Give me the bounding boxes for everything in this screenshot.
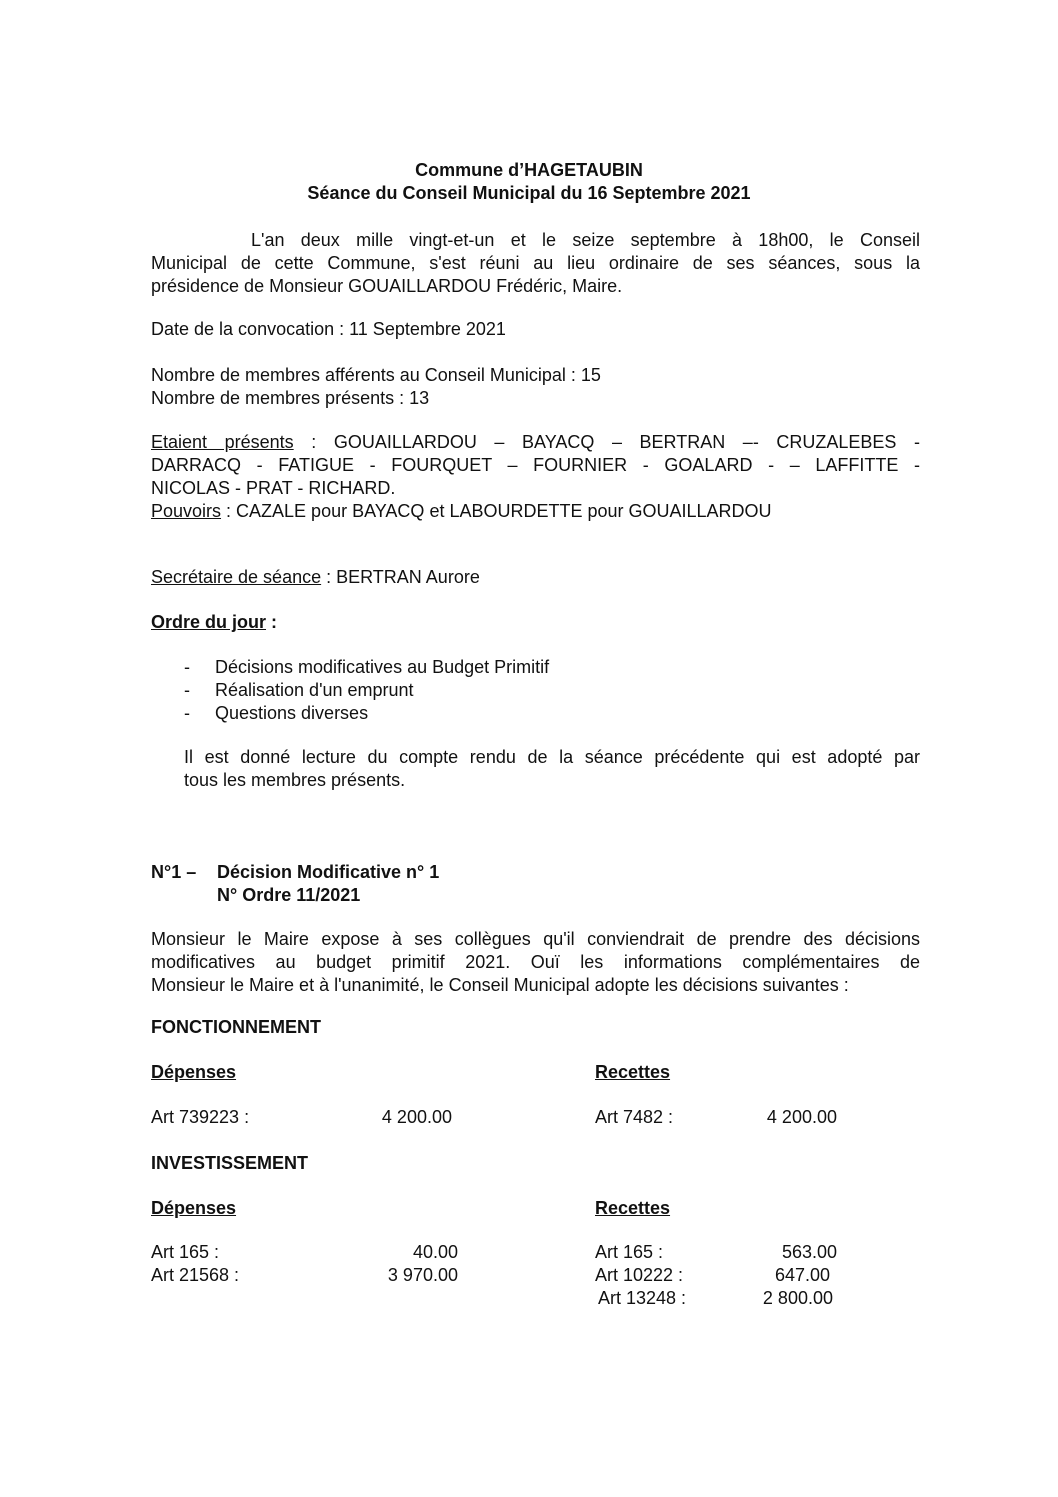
ordre-label: Ordre du jour bbox=[151, 612, 267, 632]
list-item: - Décisions modificatives au Budget Primitif bbox=[184, 657, 550, 677]
delib-line-2: modificatives au budget primitif 2021. Ouï les informations complémentaires de bbox=[151, 952, 920, 972]
ordre-heading bbox=[151, 611, 920, 634]
intro-line-3: présidence de Monsieur GOUAILLARDOU Frédéric, Maire. bbox=[151, 276, 623, 296]
secretaire-label: Secrétaire de séance bbox=[151, 567, 322, 587]
lecture-line-2: tous les membres présents. bbox=[184, 770, 406, 790]
secretaire-line bbox=[151, 566, 920, 589]
invest-dep-article: Art 21568 : bbox=[151, 1265, 240, 1285]
invest-rec-article: Art 10222 : bbox=[595, 1265, 684, 1285]
fonct-dep-montant: 4 200.00 bbox=[381, 1107, 452, 1127]
fonct-rec-montant: 4 200.00 bbox=[766, 1107, 837, 1127]
invest-rec-article: Art 13248 : bbox=[598, 1288, 687, 1308]
presence-block bbox=[151, 431, 920, 523]
pouvoirs-label: Pouvoirs bbox=[151, 501, 222, 521]
investissement-title: INVESTISSEMENT bbox=[151, 1153, 309, 1173]
presence-label: Etaient présents bbox=[151, 432, 294, 452]
delib-line-3: Monsieur le Maire et à l'unanimité, le Conseil Municipal adopte les décisions suivantes : bbox=[151, 975, 849, 995]
presence-line-1 bbox=[151, 431, 920, 454]
deliberation-paragraph bbox=[151, 928, 920, 997]
fonct-depenses-label: Dépenses bbox=[151, 1062, 237, 1082]
ordre-list bbox=[151, 656, 920, 725]
deliberation-title: Décision Modificative n° 1 bbox=[217, 862, 440, 882]
invest-rec-montant: 647.00 bbox=[774, 1265, 830, 1285]
deliberation-number: N°1 – bbox=[151, 862, 197, 882]
intro-paragraph bbox=[151, 229, 920, 298]
convocation-date: Date de la convocation : 11 Septembre 2021 bbox=[151, 319, 506, 339]
membres-afferents: Nombre de membres afférents au Conseil Municipal : 15 bbox=[151, 365, 601, 385]
ordre-suffix: : bbox=[266, 612, 278, 632]
secretaire-value: : BERTRAN Aurore bbox=[321, 567, 480, 587]
commune-title: Commune d’HAGETAUBIN bbox=[415, 160, 643, 180]
intro-line-2: Municipal de cette Commune, s'est réuni au lieu ordinaire de ses séances, sous la bbox=[151, 253, 920, 273]
presence-line-2: DARRACQ - FATIGUE - FOURQUET – FOURNIER - GOALARD - – LAFFITTE - bbox=[151, 455, 920, 475]
invest-dep-montant: 40.00 bbox=[412, 1242, 458, 1262]
invest-rec-montant: 563.00 bbox=[781, 1242, 837, 1262]
invest-recettes-label: Recettes bbox=[595, 1198, 671, 1218]
fonctionnement-title: FONCTIONNEMENT bbox=[151, 1017, 321, 1037]
invest-rec-montant: 2 800.00 bbox=[762, 1288, 833, 1308]
presence-names-1: : GOUAILLARDOU – BAYACQ – BERTRAN –- CRUZALEBES - bbox=[293, 432, 920, 452]
invest-dep-article: Art 165 : bbox=[151, 1242, 220, 1262]
fonct-recettes-label: Recettes bbox=[595, 1062, 671, 1082]
invest-dep-montant: 3 970.00 bbox=[387, 1265, 458, 1285]
fonct-dep-article: Art 739223 : bbox=[151, 1107, 250, 1127]
lecture-line-1: Il est donné lecture du compte rendu de la séance précédente qui est adopté par bbox=[184, 747, 920, 767]
pouvoirs-text: : CAZALE pour BAYACQ et LABOURDETTE pour GOUAILLARDOU bbox=[221, 501, 772, 521]
membres-presents: Nombre de membres présents : 13 bbox=[151, 388, 430, 408]
list-item: - Questions diverses bbox=[184, 703, 369, 723]
fonct-rec-article: Art 7482 : bbox=[595, 1107, 674, 1127]
invest-depenses-label: Dépenses bbox=[151, 1198, 237, 1218]
invest-rec-article: Art 165 : bbox=[595, 1242, 664, 1262]
seance-title: Séance du Conseil Municipal du 16 Septembre 2021 bbox=[307, 183, 751, 203]
delib-line-1: Monsieur le Maire expose à ses collègues qu'il conviendrait de prendre des décisions bbox=[151, 929, 920, 949]
presence-line-3: NICOLAS - PRAT - RICHARD. bbox=[151, 478, 396, 498]
intro-line-1: L'an deux mille vingt-et-un et le seize septembre à 18h00, le Conseil bbox=[251, 230, 920, 250]
deliberation-ordre: N° Ordre 11/2021 bbox=[217, 885, 361, 905]
pouvoirs-line bbox=[151, 500, 920, 523]
list-item: - Réalisation d'un emprunt bbox=[184, 680, 414, 700]
lecture-paragraph bbox=[184, 746, 920, 792]
